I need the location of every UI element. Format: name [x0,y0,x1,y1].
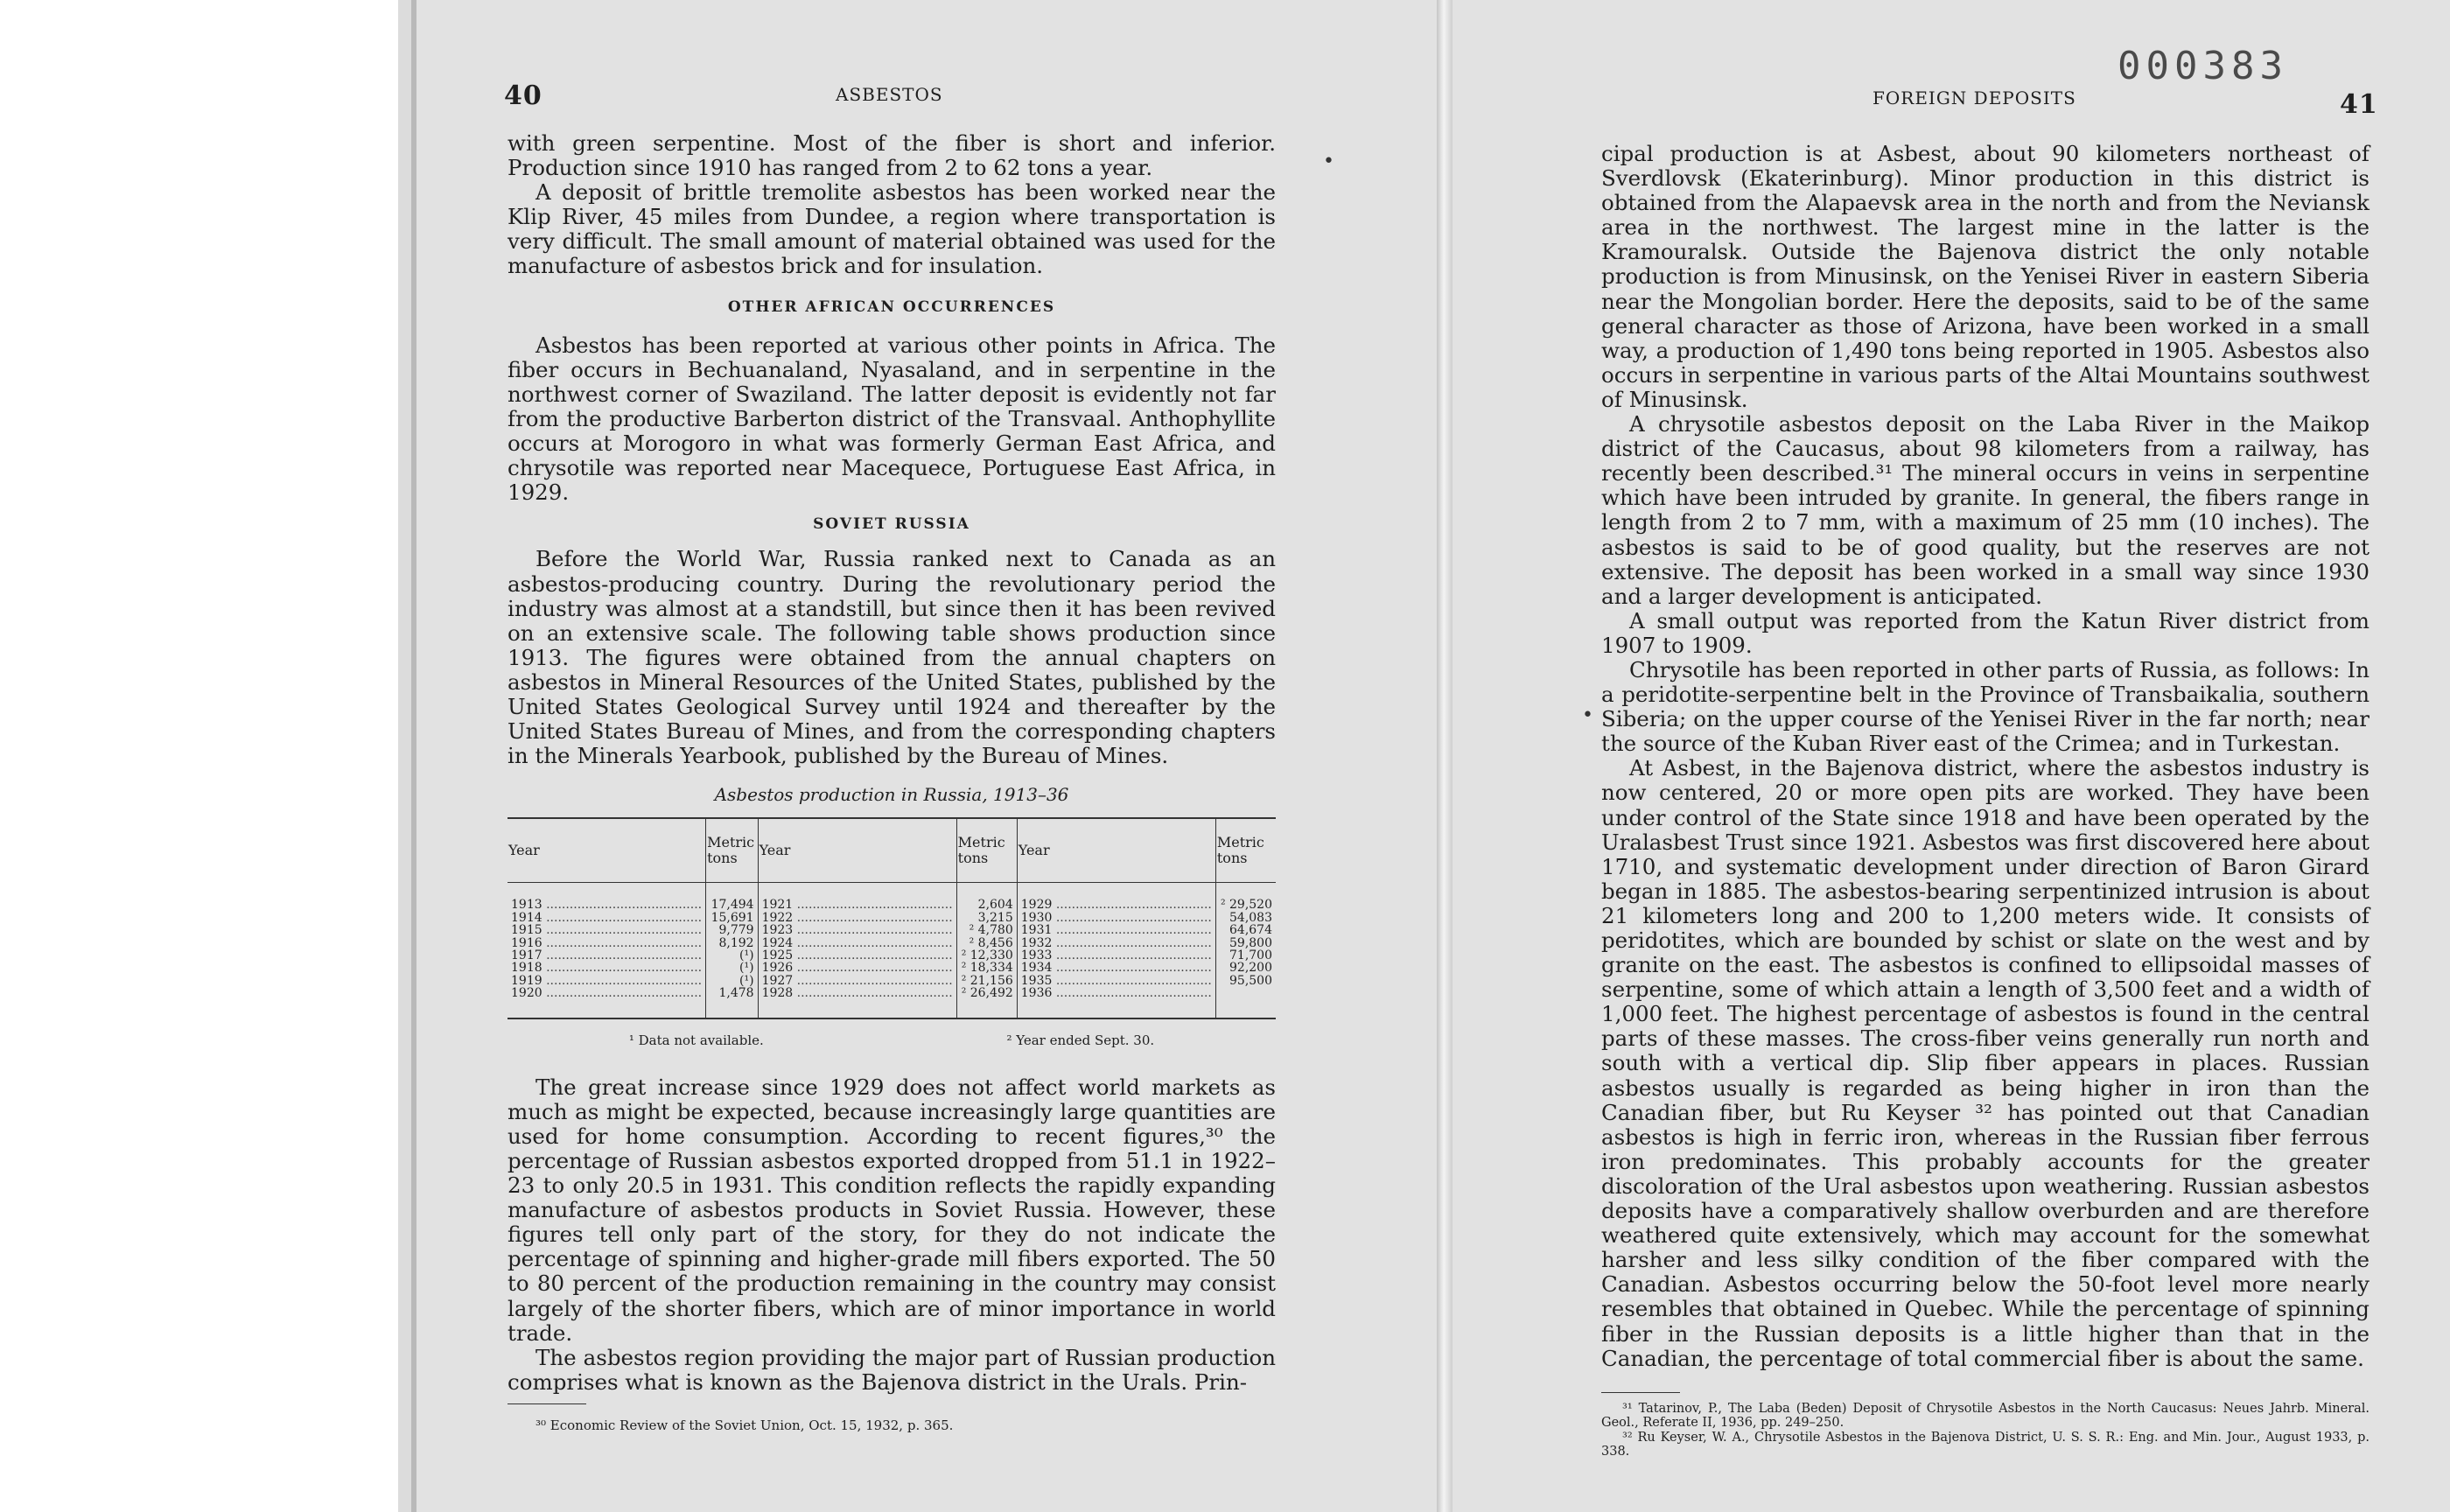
year-cell: 1919 ..... [508,975,706,987]
year-cell: 1913 ..... [508,883,706,912]
year-cell: 1922 ..... [758,912,956,924]
table-row [508,937,1276,949]
table-title: Asbestos production in Russia, 1913–36 [714,784,1069,806]
section-heading-other-african: OTHER AFRICAN OCCURRENCES [727,298,1056,316]
book-gutter [1437,0,1452,1512]
tons-cell: 8,192 [706,937,758,949]
section-heading-soviet-russia: SOVIET RUSSIA [813,515,970,534]
tons-cell: 95,500 [1215,975,1276,987]
table-row [508,912,1276,924]
year-cell: 1914 ..... [508,912,706,924]
paragraph: A chrysotile asbestos deposit on the Laba River in the Maikop district of the Caucasus, about 98 kilometers from a railway, has recently been described.³¹ The mineral occurs in veins in serpentine which have been intruded by granite. In general, the fibers range in length from 2 to 7 mm, with a maximum of 25 mm (10 inches). The asbestos is said to be of good quality, but the reserves are not extensive. The deposit has been worked in a small way since 1930 and a larger development is anticipated. [1601,411,2370,609]
tons-cell: ² 29,520 [1215,883,1276,912]
year-cell: 1932 ..... [1017,937,1215,949]
year-cell: 1934 ..... [1017,962,1215,974]
table-row [508,924,1276,936]
year-cell: 1927 ..... [758,975,956,987]
footnote-rule [1601,1392,1680,1393]
table-note: ¹ Data not available. [628,1032,764,1048]
footnote: ³⁰ Economic Review of the Soviet Union, Oct. 15, 1932, p. 365. [536,1417,954,1433]
column-header-tons: Metric tons [706,818,758,883]
paragraph: Chrysotile has been reported in other parts of Russia, as follows: In a peridotite-serpentine belt in the Province of Transbaikalia, southern Siberia; on the upper course of the Yenisei River in the far north; near the source of the Kuban River east of the Crimea; and in Turkestan. [1601,656,2370,757]
margin-dot: • [1323,150,1334,172]
footnote: ³² Ru Keyser, W. A., Chrysotile Asbestos in the Bajenova District, U. S. S. R.: Eng. and Min. Jour., August 1933, p. 338. [1601,1430,2370,1460]
paragraph: Before the World War, Russia ranked next to Canada as an asbestos-producing country. During the revolutionary period the industry was almost at a standstill, but since then it has been revived on an extensive scale. The following table shows production since 1913. The figures were obtained from the annual chapters on asbestos in Mineral Resources of the United States, published by the United States Geological Survey until 1924 and thereafter by the United States Bureau of Mines, and from the corresponding chapters in the Minerals Yearbook, published by the Bureau of Mines. [508,546,1276,769]
year-cell: 1935 ..... [1017,975,1215,987]
tons-cell: ² 21,156 [956,975,1017,987]
paragraph: The great increase since 1929 does not affect world markets as much as might be expected, because increasingly large quantities are used for home consumption. According to recent figures,³⁰ the percentage of Russian asbestos exported dropped from 51.1 in 1922–23 to only 20.5 in 1931. This condition reflects the rapidly expanding manufacture of asbestos products in Soviet Russia. However, these figures tell only part of the story, for they do not indicate the percentage of spinning and higher-grade mill fibers exported. The 50 to 80 percent of the production remaining in the country may consist largely of the shorter fibers, which are of minor importance in world trade. [508,1074,1276,1346]
year-cell: 1916 ..... [508,937,706,949]
year-cell: 1917 ..... [508,949,706,962]
footnotes [1601,1402,2370,1460]
table-row [508,949,1276,962]
page-stamp: 000383 [2118,44,2288,88]
left-running-head: ASBESTOS [836,84,943,105]
table-row [508,962,1276,974]
year-cell: 1923 ..... [758,924,956,936]
year-cell: 1936 ..... [1017,987,1215,1018]
tons-cell: (¹) [706,975,758,987]
year-cell: 1930 ..... [1017,912,1215,924]
column-header-year: Year [758,818,956,883]
year-cell: 1925 ..... [758,949,956,962]
tons-cell: 3,215 [956,912,1017,924]
paragraph: The asbestos region providing the major part of Russian production comprises what is known as the Bajenova district in the Urals. Prin- [508,1344,1276,1395]
tons-cell: ² 26,492 [956,987,1017,1018]
right-running-head: FOREIGN DEPOSITS [1872,88,2076,108]
tons-cell: 54,083 [1215,912,1276,924]
right-page-number: 41 [2340,89,2378,120]
year-cell: 1929 ..... [1017,883,1215,912]
paragraph: At Asbest, in the Bajenova district, where the asbestos industry is now centered, 20 or more open pits are worked. They have been under control of the State since 1918 and have been operated by the Uralasbest Trust since 1921. Asbestos was first discovered here about 1710, and systematic development under direction of Baron Girard began in 1885. The asbestos-bearing serpentinized intrusion is about 21 kilometers long and 200 to 1,200 meters wide. It consists of peridotites, which are bounded by schist or slate on the west and by granite on the east. The asbestos is confined to ellipsoidal masses of serpentine, some of which attain a length of 3,500 feet and a width of 1,000 feet. The highest percentage of asbestos is found in the central parts of these masses. The cross-fiber veins generally run north and south with a vertical dip. Slip fiber appears in places. Russian asbestos usually is regarded as being higher in iron than the Canadian fiber, but Ru Keyser ³² has pointed out that Canadian asbestos is high in ferric iron, whereas in the Russian fiber ferrous iron predominates. This probably accounts for the greater discoloration of the Ural asbestos upon weathering. Russian asbestos deposits have a comparatively shallow overburden and are therefore weathered quite extensively, which may account for the somewhat harsher and less silky condition of the fiber compared with the Canadian. Asbestos occurring below the 50-foot level more nearly resembles that obtained in Quebec. While the percentage of spinning fiber in the Russian deposits is a little higher than that in the Canadian, the percentage of total commercial fiber is about the same. [1601,755,2370,1371]
year-cell: 1915 ..... [508,924,706,936]
paragraph: A small output was reported from the Katun River district from 1907 to 1909. [1601,607,2370,658]
tons-cell: 17,494 [706,883,758,912]
year-cell: 1921 ..... [758,883,956,912]
table-row [508,883,1276,912]
tons-cell: 1,478 [706,987,758,1018]
left-text-column [508,131,1276,1433]
tons-cell [1215,987,1276,1018]
paragraph: Asbestos has been reported at various other points in Africa. The fiber occurs in Bechuanaland, Nyasaland, and in serpentine in the northwest corner of Swaziland. The latter deposit is evidently not far from the productive Barberton district of the Transvaal. Anthophyllite occurs at Morogoro in what was formerly German East Africa, and chrysotile was reported near Macequece, Portuguese East Africa, in 1929. [508,332,1276,506]
table-note: ² Year ended Sept. 30. [1006,1032,1155,1048]
tons-cell: 15,691 [706,912,758,924]
margin-dot: • [1582,704,1593,726]
year-cell: 1924 ..... [758,937,956,949]
tons-cell: (¹) [706,949,758,962]
table-notes [508,1028,1276,1053]
column-header-year: Year [1017,818,1215,883]
column-header-tons: Metric tons [1215,818,1276,883]
year-cell: 1926 ..... [758,962,956,974]
tons-cell: ² 8,456 [956,937,1017,949]
tons-cell: 64,674 [1215,924,1276,936]
paragraph: A deposit of brittle tremolite asbestos has been worked near the Klip River, 45 miles from Dundee, a region where transportation is very difficult. The small amount of material obtained was used for the manufacture of asbestos brick and for insulation. [508,179,1276,279]
production-table [508,817,1276,1018]
table-header-row [508,818,1276,883]
year-cell: 1931 ..... [1017,924,1215,936]
table-row [508,987,1276,1018]
tons-cell: ² 18,334 [956,962,1017,974]
year-cell: 1933 ..... [1017,949,1215,962]
tons-cell: 2,604 [956,883,1017,912]
tons-cell: ² 12,330 [956,949,1017,962]
right-text-column [1601,142,2370,1460]
year-cell: 1918 ..... [508,962,706,974]
tons-cell: (¹) [706,962,758,974]
tons-cell: 59,800 [1215,937,1276,949]
tons-cell: 9,779 [706,924,758,936]
paragraph: with green serpentine. Most of the fiber is short and inferior. Production since 1910 has ranged from 2 to 62 tons a year. [508,130,1276,181]
table-row [508,975,1276,987]
column-header-tons: Metric tons [956,818,1017,883]
tons-cell: ² 4,780 [956,924,1017,936]
tons-cell: 92,200 [1215,962,1276,974]
column-header-year: Year [508,818,706,883]
footnote: ³¹ Tatarinov, P., The Laba (Beden) Deposit of Chrysotile Asbestos in the North Caucasus: Neues Jahrb. Mineral. Geol., Referate II, 1936, pp. 249–250. [1601,1401,2370,1431]
tons-cell: 71,700 [1215,949,1276,962]
paragraph: cipal production is at Asbest, about 90 kilometers northeast of Sverdlovsk (Ekaterinburg). Minor production in this district is obtained from the Alapaevsk area in the north and from the Neviansk area in the northwest. The largest mine in the latter is the Kramouralsk. Outside the Bajenova district the only notable production is from Minusinsk, on the Yenisei River in eastern Siberia near the Mongolian border. Here the deposits, said to be of the same general character as those of Arizona, have been worked in a small way, a production of 1,490 tons being reported in 1905. Asbestos also occurs in serpentine in various parts of the Altai Mountains southwest of Minusinsk. [1601,141,2370,412]
year-cell: 1928 ..... [758,987,956,1018]
left-page-number: 40 [504,80,542,111]
year-cell: 1920 ..... [508,987,706,1018]
